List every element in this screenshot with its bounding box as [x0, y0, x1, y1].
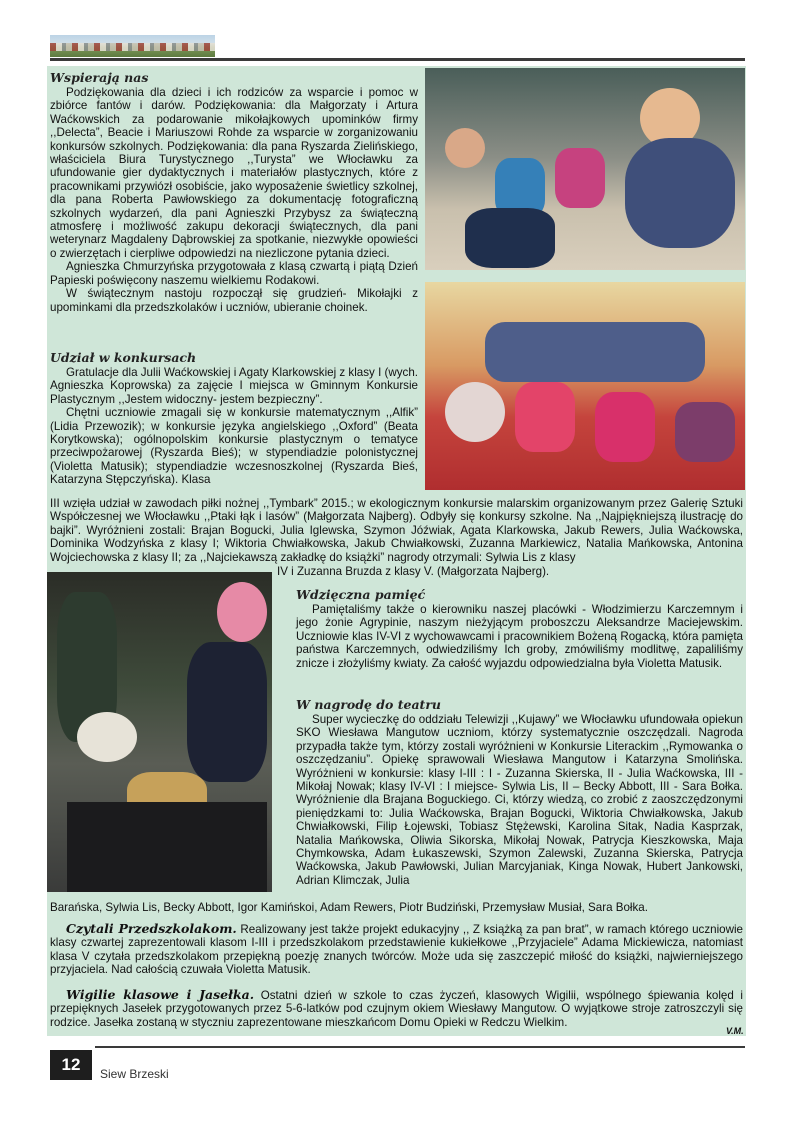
section-body-konkursy [50, 366, 418, 487]
page-number: 12 [50, 1050, 92, 1080]
header-banner-image [50, 35, 215, 57]
author-signature: V.M. [726, 1026, 744, 1036]
paragraph: IV i Zuzanna Bruzda z klasy V. (Małgorzata Najberg). [277, 565, 550, 578]
section-wigilie [50, 988, 743, 1029]
paragraph: W świątecznym nastoju rozpoczął się grudzień- Mikołajki z upominkami dla przedszkolaków i uczniów, ubieranie choinek. [50, 287, 418, 314]
paragraph: Super wycieczkę do oddziału Telewizji ,,Kujawy” we Włocławku ufundowała opiekun SKO Wiesława Mangutow uczniom, którzy systematycznie oszczędzali. Nagroda przypadła także tym, którzy zostali wyróżnieni w Konkursie Literackim ,,Rymowanka o oszczędzaniu”. Opiekę sprawowali Wiesława Mangutow i Katarzyna Smolińska. Wyróżnieni w konkursie: klasy I-III : I - Zuzanna Skierska, II - Julia Waćkowska, III - Mikołaj Nowak; klasy IV-VI : I miejsce- Sylwia Lis, II – Becky Abbott, III - Sara Bołka. Wyróżnienie dla Brajana Boguckiego. Ci, którzy wiedzą, co zrobić z zaoszczędzonymi pieniędzkami to: Julia Waćkowska, Brajan Bogucki, Wiktoria Chwiałkowska, Jakub Chwiałkowski, Filip Łojewski, Tobiasz Stężewski, Karolina Sitak, Nadia Kasprzak, Natalia Mańkowska, Oliwia Sikorska, Mikołaj Nowak, Patrycja Kieszkowska, Maja Chymkowska, Adam Łukaszewski, Szymon Zalewski, Zuzanna Skierska, Patrycja Waćkowska, Jakub Pawłowski, Julian Marcyjaniak, Kinga Nowak, Hubert Jankowski, Adrian Klimczak, Julia [296, 713, 743, 887]
paragraph: III wzięła udział w zawodach piłki nożnej ,,Tymbark” 2015.; w ekologicznym konkursie malarskim organizowanym przez Galerię Sztuki Współczesnej we Włocławku ,,Ptaki łąk i lasów” (Małgorzata Najberg). Odbyły się konkursy szkolne. Na ,,Najpiękniejszą ilustrację do bajki”. Wyróżnieni zostali: Brajan Bogucki, Julia Iglewska, Szymon Jóźwiak, Agata Klarkowska, Jakub Rewers, Julia Waćkowska, Dominika Wodzyńska z klasy I; Wiktoria Chwiałkowska, Jakub Chwiałkowski, Zuzanna Markiewicz, Natalia Mańkowska, Antonina Wojciechowska z klasy II; za ,,Najciekawszą zakładkę do książki” nagrody otrzymali: Sylwia Lis z klasy [50, 497, 743, 564]
paragraph: Pamiętaliśmy także o kierowniku naszej placówki - Włodzimierzu Karczemnym i jego żonie Agrypinie, naszym nieżyjącym proboszczu Aleksandrze Maciejewskim. Uczniowie klas IV-VI z wychowawcami i pracownikiem Bożeną Rogacką, która pamięta państwa Karczemnych, odwiedziliśmy Ich groby, zmówiliśmy modlitwę, zapaliliśmy znicze i złożyliśmy kwiaty. Za całość wyjazdu odpowiedzialna była Violetta Matusik. [296, 603, 743, 670]
publication-name: Siew Brzeski [100, 1067, 169, 1081]
section-text-wigilie: Ostatni dzień w szkole to czas życzeń, klasowych Wigilii, wspólnego śpiewania kolęd i przepięknych Jasełek przygotowanych przez 5-6-latków pod czujnym okiem Wiesławy Mangutow. O wyjątkowe stroje zatroszczyli się rodzice. Jasełka zostaną w styczniu zaprezentowane mieszkańcom Domu Opieki w Redczu Wielkim. [50, 989, 743, 1029]
section-title-pamiec: Wdzięczna pamięć [296, 587, 426, 602]
paragraph: Podziękowania dla dzieci i ich rodziców za wsparcie i pomoc w zbiórce fantów i darów. Podziękowania: dla Małgorzaty i Artura Waćkowskich za podarowanie mikołajkowych upominków firmy ,,Delecta”, Beacie i Mariuszowi Rohde za wsparcie w zorganizowaniu konkursów szkolnych. Podziękowania: dla pana Ryszarda Zielińskiego, właściciela Biura Turystycznego ,,Turysta” we Włocławku za ufundowanie gier dydaktycznych i materiałów plastycznych, które z pracownikami przywiózł osobiście, jako wyposażenie świetlicy szkolnej, dla pana Roberta Pawłowskiego za dokumentację fotograficzną szkolnych wydarzeń, dla pani Agnieszki Przybysz za świąteczną atmosferę i możliwość zakupu dekoracji świątecznych, dla pani weterynarz Magdaleny Dąbrowskiej za spotkanie, niezwykłe opowieści o zwierzętach i cierpliwe odpowiedzi na niezliczone pytania dzieci. [50, 86, 418, 260]
section-body-wspieraja [50, 86, 418, 314]
section-title-konkursy: Udział w konkursach [50, 350, 197, 365]
section-text-przedszkolakom: Realizowany jest także projekt edukacyjny ,, Z książką za pan brat”, w ramach którego uczniowie klasy czwartej zaprezentowali klasom I-III i przedszkolakom przedstawienie kukiełkowe ,,Przyjaciele” Adama Mickiewicza, natomiast klasa V czytała przedszkolakom przepiękną poezję znanych twórców. Może uda się zaszczepić miłość do książki, najwierniejszego przyjaciela. Nad całością czuwała Violetta Matusik. [50, 923, 743, 977]
paragraph: Agnieszka Chmurzyńska przygotowała z klasą czwartą i piątą Dzień Papieski poświęcony naszemu wielkiemu Rodakowi. [50, 260, 418, 287]
section-title-przedszkolakom: Czytali Przedszkolakom. [66, 921, 237, 936]
classroom-photo [425, 68, 745, 270]
section-body-konkursy-wide [50, 497, 743, 564]
top-rule [50, 58, 745, 61]
section-body-pamiec [296, 603, 743, 670]
section-title-wspieraja: Wspierają nas [50, 70, 149, 85]
section-title-wigilie: Wigilie klasowe i Jasełka. [66, 987, 255, 1002]
paragraph: Gratulacje dla Julii Waćkowskiej i Agaty Klarkowskiej z klasy I (wych. Agnieszka Koprowska) za zajęcie I miejsca w Gminnym Konkursie Plastycznym ,,Jestem widoczny- jestem bezpieczny”. [50, 366, 419, 406]
section-body-teatr-end [50, 901, 743, 914]
section-body-teatr [296, 713, 743, 887]
paragraph: Barańska, Sylwia Lis, Becky Abbott, Igor Kamińskoi, Adam Rewers, Piotr Budziński, Przemysław Musiał, Sara Bołka. [50, 901, 648, 914]
section-body-konkursy-end [277, 565, 743, 578]
bottom-rule [95, 1046, 745, 1048]
paragraph: Chętni uczniowie zmagali się w konkursie matematycznym ,,Alfik” (Lidia Przewozik); w konkursie języka angielskiego ,,Oxford” (Beata Korytkowska); ogólnopolskim konkursie plastycznym o tematyce przeciwpożarowej (Ryszarda Bieś); w stypendiadzie polonistycznej (Violetta Matusik); stypendiadzie wczesnoszkolnej (Ryszarda Bieś, Katarzyna Stępczyńska). Klasa [50, 406, 418, 487]
kindergarten-photo [425, 282, 745, 490]
section-title-teatr: W nagrodę do teatru [296, 697, 441, 712]
cemetery-photo [47, 572, 272, 892]
section-przedszkolakom [50, 922, 743, 977]
